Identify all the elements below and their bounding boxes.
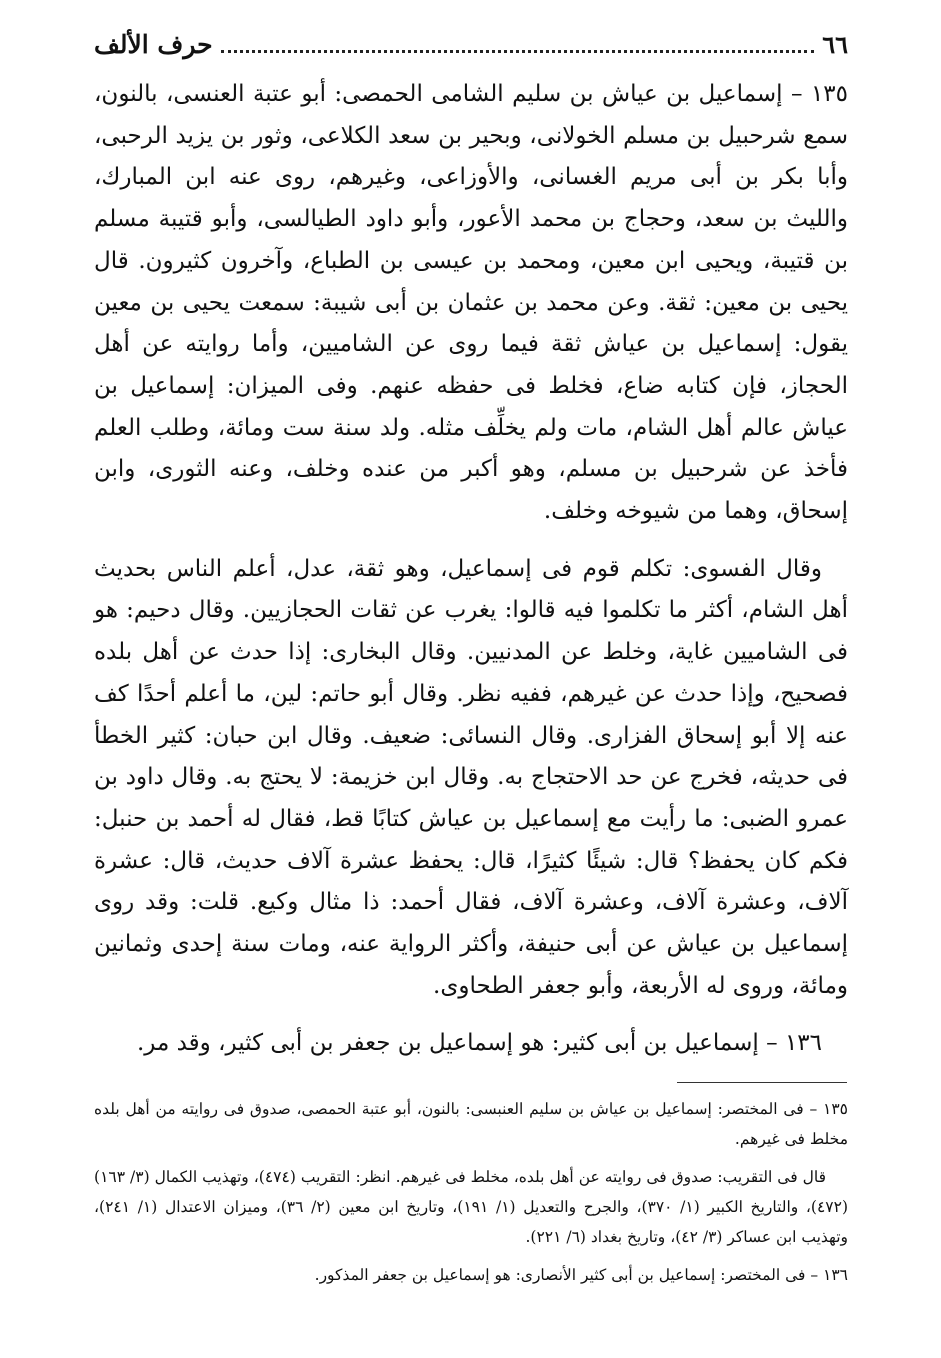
main-text [94, 74, 848, 1065]
section-title: حرف الألف [94, 30, 213, 59]
running-header [94, 30, 848, 68]
page [94, 30, 848, 1065]
header-leader-dots [221, 36, 815, 53]
entry-135-paragraph-2: وقال الفسوى: تكلم قوم فى إسماعيل، وهو ثقة، عدل، أعلم الناس بحديث أهل الشام، أكثر ما تكلموا فيه قالوا: يغرب عن ثقات الحجازيين. وقال دحيم: هو فى الشاميين غاية، وخلط عن المدنيين. وقال البخارى: إذا حدث عن أهل بلده فصحيح، وإذا حدث عن غيرهم، ففيه نظر. وقال أبو حاتم: لين، ما أعلم أحدًا كف عنه إلا أبو إسحاق الفزارى. وقال النسائى: ضعيف. وقال ابن حبان: كثير الخطأ فى حديثه، فخرج عن حد الاحتجاج به. وقال ابن خزيمة: لا يحتج به. وقال داود بن عمرو الضبى: ما رأيت مع إسماعيل بن عياش كتابًا قط، فقال له أحمد بن حنبل: فكم كان يحفظ؟ قال: شيئًا كثيرًا، قال: يحفظ عشرة آلاف حديث، قال: عشرة آلاف، وعشرة آلاف، وعشرة آلاف، فقال أحمد: ذا مثال وكيع. قلت: وقد روى إسماعيل بن عياش عن أبى حنيفة، وأكثر الرواية عنه، ومات سنة إحدى وثمانين ومائة، وروى له الأربعة، وأبو جعفر الطحاوى. [94, 555, 848, 999]
footnote-136: ١٣٦ – فى المختصر: إسماعيل بن أبى كثير الأنصارى: هو إسماعيل بن جعفر المذكور. [314, 1266, 848, 1284]
footnote-divider [677, 1082, 847, 1083]
footnote-135-references: قال فى التقريب: صدوق فى روايته عن أهل بلده، مخلط فى غيرهم. انظر: التقريب (٤٧٤)، وتهذيب الكمال (٣/ ١٦٣) (٤٧٢)، والتاريخ الكبير (١/ ٣٧٠)، والجرح والتعديل (١/ ١٩١)، وتاريخ ابن معين (٢/ ٣٦)، وميزان الاعتدال (١/ ٢٤١)، وتهذيب ابن عساكر (٣/ ٤٢)، وتاريخ بغداد (٦/ ٢٢١). [94, 1168, 849, 1246]
entry-135-paragraph-1: ١٣٥ – إسماعيل بن عياش بن سليم الشامى الحمصى: أبو عتبة العنسى، بالنون، سمع شرحبيل بن مسلم الخولانى، وبحير بن سعد الكلاعى، وثور بن يزيد الرحبى، وأبا بكر بن أبى مريم الغسانى، والأوزاعى، وغيرهم، روى عنه ابن المبارك، والليث بن سعد، وحجاج بن محمد الأعور، وأبو داود الطيالسى، وأبو قتيبة مسلم بن قتيبة، ويحيى ابن معين، ومحمد بن عيسى بن الطباع، وآخرون كثيرون. قال يحيى بن معين: ثقة. وعن محمد بن عثمان بن أبى شيبة: سمعت يحيى بن معين يقول: إسماعيل بن عياش ثقة فيما روى عن الشاميين، وأما روايته عن أهل الحجاز، فإن كتابه ضاع، فخلط فى حفظه عنهم. وفى الميزان: إسماعيل بن عياش عالم أهل الشام، مات ولم يخلِّف مثله. ولد سنة ست ومائة، وطلب العلم فأخذ عن شرحبيل بن مسلم، وهو أكبر من عنده وخلف، وعنه الثورى، وابن إسحاق، وهما من شيوخه وخلف. [94, 81, 848, 525]
page-number: ٦٦ [822, 30, 848, 59]
footnote-135: ١٣٥ – فى المختصر: إسماعيل بن عياش بن سليم العنبسى: بالنون، أبو عتبة الحمصى، صدوق فى روايته من أهل بلده مخلط فى غيرهم. [94, 1100, 848, 1148]
entry-136-paragraph: ١٣٦ – إسماعيل بن أبى كثير: هو إسماعيل بن جعفر بن أبى كثير، وقد مر. [136, 1030, 822, 1057]
footnotes [94, 1094, 848, 1290]
